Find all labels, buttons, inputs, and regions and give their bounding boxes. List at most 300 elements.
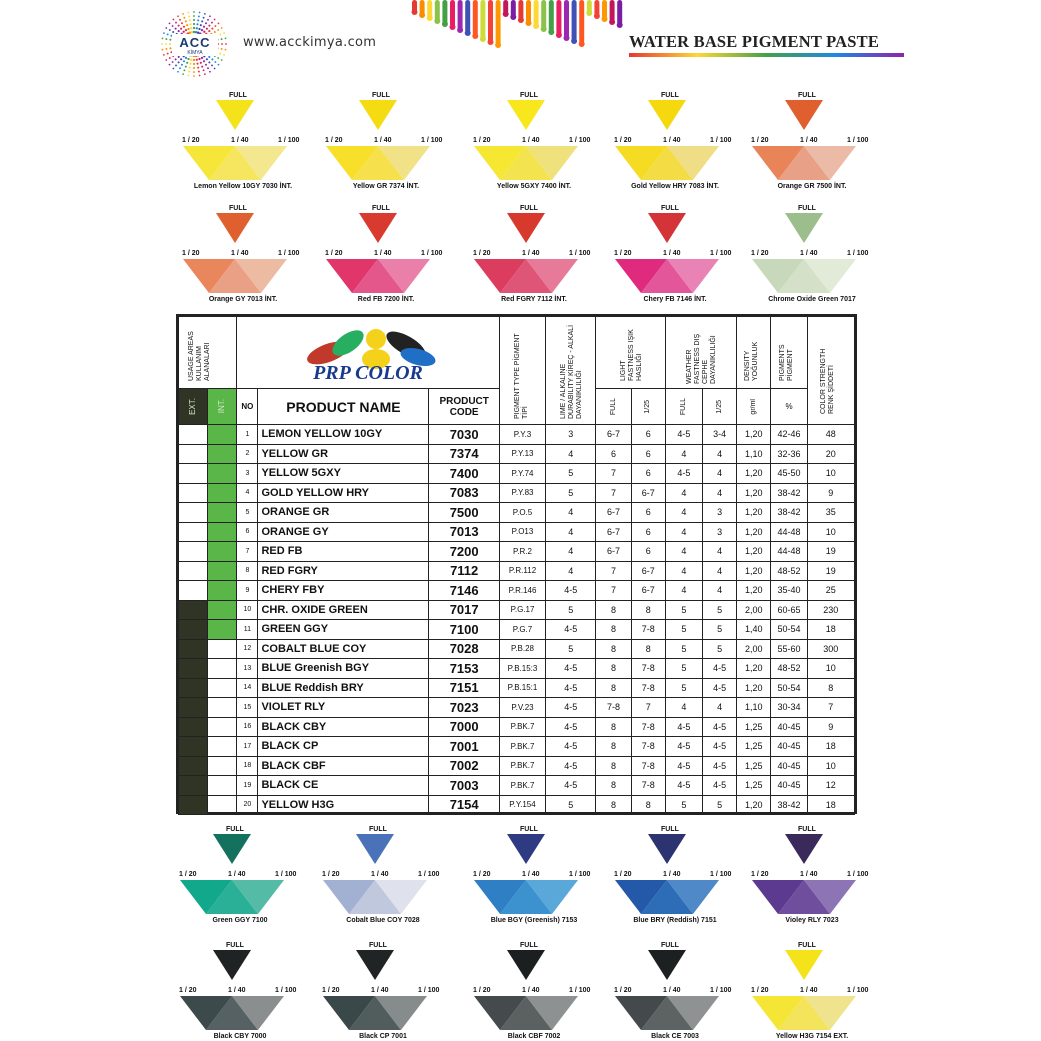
product-code-cell: 7200 [429, 542, 499, 562]
product-name-cell: ORANGE GY [258, 522, 429, 542]
swatch-group [318, 826, 448, 930]
product-name-cell: YELLOW 5GXY [258, 464, 429, 484]
light-full-header: FULL [596, 389, 631, 425]
ratio-100-label: 1 / 100 [710, 137, 732, 144]
density-cell: 2,00 [737, 639, 771, 659]
ratio-100-label: 1 / 100 [710, 250, 732, 257]
lime-cell: 4-5 [546, 678, 596, 698]
swatch-group [469, 92, 599, 196]
pigment-type-header: PIGMENT TYPE PİGMENT TİPİ [499, 317, 545, 425]
ratio-40-label: 1 / 40 [522, 137, 540, 144]
light-125-cell: 6 [631, 444, 665, 464]
int-cell [208, 425, 237, 445]
light-full-cell: 8 [596, 639, 631, 659]
lime-cell: 4 [546, 444, 596, 464]
product-name-cell: LEMON YELLOW 10GY [258, 425, 429, 445]
pigment-type-cell: P.BK.7 [499, 737, 545, 757]
light-full-cell: 8 [596, 776, 631, 796]
light-full-cell: 8 [596, 756, 631, 776]
ratio-40-label: 1 / 40 [231, 137, 249, 144]
weather-full-cell: 4-5 [665, 737, 702, 757]
pigment-type-cell: P.B.28 [499, 639, 545, 659]
ratio-100-label: 1 / 100 [847, 987, 869, 994]
ratio-100-label: 1 / 100 [421, 137, 443, 144]
lime-durability-header: LIME / ALKALINE DURABILITY KİREÇ - ALKALİ DAYANIKLILIĞI [546, 317, 596, 425]
weather-full-cell: 4 [665, 483, 702, 503]
weather-125-cell: 4 [703, 542, 737, 562]
full-label: FULL [798, 205, 816, 212]
weather-full-cell: 4-5 [665, 425, 702, 445]
light-125-cell: 7 [631, 698, 665, 718]
no-cell: 1 [237, 425, 258, 445]
ratio-40-label: 1 / 40 [663, 137, 681, 144]
weather-full-cell: 4 [665, 542, 702, 562]
ext-cell [179, 425, 208, 445]
color-swatch-icon [610, 826, 740, 930]
weather-125-cell: 5 [703, 620, 737, 640]
int-cell [208, 600, 237, 620]
weather-full-cell: 4-5 [665, 756, 702, 776]
pigment-pct-cell: 40-45 [771, 717, 807, 737]
ratio-40-label: 1 / 40 [522, 987, 540, 994]
int-cell [208, 542, 237, 562]
product-code-cell: 7028 [429, 639, 499, 659]
color-strength-cell: 18 [807, 620, 854, 640]
product-code-cell: 7003 [429, 776, 499, 796]
weather-full-cell: 5 [665, 620, 702, 640]
table-row [179, 717, 855, 737]
ratio-100-label: 1 / 100 [569, 250, 591, 257]
no-cell: 17 [237, 737, 258, 757]
pigment-pct-cell: 38-42 [771, 483, 807, 503]
ext-cell [179, 776, 208, 796]
weather-125-cell: 4-5 [703, 659, 737, 679]
color-strength-cell: 7 [807, 698, 854, 718]
ratio-40-label: 1 / 40 [371, 987, 389, 994]
table-row [179, 639, 855, 659]
int-cell [208, 717, 237, 737]
pigment-type-cell: P.B.15:3 [499, 659, 545, 679]
density-cell: 2,00 [737, 600, 771, 620]
pigment-type-cell: P.G.7 [499, 620, 545, 640]
light-full-cell: 8 [596, 795, 631, 815]
color-strength-cell: 10 [807, 464, 854, 484]
product-name-cell: YELLOW GR [258, 444, 429, 464]
ratio-20-label: 1 / 20 [751, 250, 769, 257]
light-full-cell: 6-7 [596, 425, 631, 445]
light-full-cell: 7 [596, 464, 631, 484]
swatch-name: Yellow GR 7374 İNT. [352, 183, 420, 190]
full-label: FULL [369, 942, 387, 949]
int-cell [208, 659, 237, 679]
ratio-100-label: 1 / 100 [847, 137, 869, 144]
ratio-40-label: 1 / 40 [522, 871, 540, 878]
product-code-cell: 7400 [429, 464, 499, 484]
weather-125-cell: 4 [703, 698, 737, 718]
density-cell: 1,20 [737, 542, 771, 562]
product-code-cell: 7146 [429, 581, 499, 601]
lime-cell: 3 [546, 425, 596, 445]
pigment-pct-cell: 48-52 [771, 659, 807, 679]
density-cell: 1,20 [737, 483, 771, 503]
full-label: FULL [661, 826, 679, 833]
weather-125-cell: 4-5 [703, 717, 737, 737]
ratio-20-label: 1 / 20 [473, 987, 491, 994]
color-swatch-icon [747, 92, 877, 196]
light-125-cell: 8 [631, 795, 665, 815]
product-name-cell: BLACK CP [258, 737, 429, 757]
ext-cell [179, 444, 208, 464]
color-swatch-icon [610, 205, 740, 309]
light-125-cell: 6 [631, 425, 665, 445]
weather-125-cell: 4 [703, 561, 737, 581]
pigment-pct-cell: 44-48 [771, 522, 807, 542]
light-full-cell: 8 [596, 659, 631, 679]
product-name-cell: COBALT BLUE COY [258, 639, 429, 659]
swatch-name: Red FB 7200 İNT. [357, 296, 415, 303]
ratio-20-label: 1 / 20 [751, 987, 769, 994]
density-cell: 1,10 [737, 444, 771, 464]
weather-125-cell: 4 [703, 464, 737, 484]
ratio-20-label: 1 / 20 [473, 871, 491, 878]
pigment-type-cell: P.B.15:1 [499, 678, 545, 698]
product-name-cell: CHERY FBY [258, 581, 429, 601]
color-strength-cell: 10 [807, 756, 854, 776]
density-cell: 1,20 [737, 464, 771, 484]
light-full-cell: 7 [596, 483, 631, 503]
light-full-cell: 6 [596, 444, 631, 464]
document-title: WATER BASE PIGMENT PASTE [629, 32, 880, 51]
ratio-100-label: 1 / 100 [275, 987, 297, 994]
int-cell [208, 581, 237, 601]
ratio-100-label: 1 / 100 [569, 871, 591, 878]
pigment-type-cell: P.R.2 [499, 542, 545, 562]
color-strength-cell: 18 [807, 737, 854, 757]
ext-cell [179, 717, 208, 737]
color-strength-cell: 48 [807, 425, 854, 445]
light-fastness-header: LIGHT FASTNESS IŞIK HASLIĞI [596, 317, 665, 389]
website-url[interactable]: www.acckimya.com [243, 35, 377, 50]
full-label: FULL [372, 92, 390, 99]
product-name-cell: BLUE Greenish BGY [258, 659, 429, 679]
svg-text:ACC: ACC [179, 35, 211, 50]
pigment-type-cell: P.Y.74 [499, 464, 545, 484]
swatch-group [178, 205, 308, 309]
no-cell: 3 [237, 464, 258, 484]
weather-full-cell: 4-5 [665, 776, 702, 796]
light-125-cell: 8 [631, 600, 665, 620]
density-cell: 1,25 [737, 717, 771, 737]
pigment-type-cell: P.V.23 [499, 698, 545, 718]
int-cell [208, 620, 237, 640]
ratio-40-label: 1 / 40 [228, 987, 246, 994]
sunburst-logo-icon [158, 10, 230, 78]
int-cell [208, 561, 237, 581]
no-cell: 12 [237, 639, 258, 659]
ext-cell [179, 795, 208, 815]
light-125-cell: 7-8 [631, 659, 665, 679]
color-swatch-icon [469, 826, 599, 930]
density-cell: 1,10 [737, 698, 771, 718]
swatch-group [747, 205, 877, 309]
swatch-group [747, 942, 877, 1041]
ratio-100-label: 1 / 100 [569, 137, 591, 144]
swatch-group [175, 942, 305, 1041]
density-cell: 1,20 [737, 659, 771, 679]
color-strength-cell: 230 [807, 600, 854, 620]
color-strength-cell: 19 [807, 542, 854, 562]
density-cell: 1,20 [737, 581, 771, 601]
lime-cell: 4-5 [546, 737, 596, 757]
pigment-type-cell: P.R.112 [499, 561, 545, 581]
light-full-cell: 8 [596, 600, 631, 620]
lime-cell: 4 [546, 542, 596, 562]
pigment-pct-cell: 42-46 [771, 425, 807, 445]
color-strength-cell: 8 [807, 678, 854, 698]
full-label: FULL [661, 205, 679, 212]
ext-cell [179, 600, 208, 620]
weather-full-cell: 4-5 [665, 717, 702, 737]
full-label: FULL [798, 826, 816, 833]
weather-125-cell: 5 [703, 639, 737, 659]
light-125-cell: 7-8 [631, 678, 665, 698]
ratio-100-label: 1 / 100 [421, 250, 443, 257]
swatch-name: Chery FB 7146 İNT. [643, 296, 707, 303]
light-125-cell: 6-7 [631, 581, 665, 601]
ext-cell [179, 737, 208, 757]
swatch-group [175, 826, 305, 930]
acc-kimya-logo [158, 10, 230, 78]
no-cell: 16 [237, 717, 258, 737]
ratio-20-label: 1 / 20 [614, 250, 632, 257]
swatch-group [469, 826, 599, 930]
density-cell: 1,20 [737, 678, 771, 698]
lime-cell: 5 [546, 464, 596, 484]
no-cell: 20 [237, 795, 258, 815]
ratio-40-label: 1 / 40 [800, 250, 818, 257]
ratio-100-label: 1 / 100 [710, 871, 732, 878]
ext-cell [179, 503, 208, 523]
table-row [179, 464, 855, 484]
ratio-40-label: 1 / 40 [371, 871, 389, 878]
pigment-type-cell: P.R.146 [499, 581, 545, 601]
pigment-pct-cell: 48-52 [771, 561, 807, 581]
weather-125-cell: 4-5 [703, 737, 737, 757]
int-cell [208, 776, 237, 796]
table-row [179, 620, 855, 640]
no-cell: 11 [237, 620, 258, 640]
light-125-cell: 7-8 [631, 717, 665, 737]
light-full-cell: 6-7 [596, 503, 631, 523]
pigment-type-cell: P.Y.154 [499, 795, 545, 815]
light-full-cell: 7-8 [596, 698, 631, 718]
lime-cell: 5 [546, 483, 596, 503]
density-cell: 1,25 [737, 737, 771, 757]
weather-full-header: FULL [665, 389, 702, 425]
swatch-group [318, 942, 448, 1041]
table-row [179, 581, 855, 601]
swatch-group [469, 942, 599, 1041]
ratio-100-label: 1 / 100 [847, 250, 869, 257]
table-row [179, 522, 855, 542]
light-full-cell: 8 [596, 620, 631, 640]
ratio-20-label: 1 / 20 [322, 871, 340, 878]
ratio-100-label: 1 / 100 [275, 871, 297, 878]
lime-cell: 5 [546, 600, 596, 620]
ext-cell [179, 483, 208, 503]
full-label: FULL [369, 826, 387, 833]
pigment-type-cell: P.BK.7 [499, 756, 545, 776]
table-row [179, 600, 855, 620]
pigment-type-cell: P.BK.7 [499, 776, 545, 796]
pigment-pct-cell: 32-36 [771, 444, 807, 464]
svg-text:PRP COLOR: PRP COLOR [313, 361, 424, 384]
full-label: FULL [798, 92, 816, 99]
pigments-header: PIGMENTS PİGMENT [771, 317, 807, 389]
ratio-100-label: 1 / 100 [278, 250, 300, 257]
swatch-name: Black CBF 7002 [507, 1033, 561, 1040]
no-cell: 4 [237, 483, 258, 503]
light-full-cell: 7 [596, 581, 631, 601]
swatch-group [178, 92, 308, 196]
weather-full-cell: 5 [665, 659, 702, 679]
weather-full-cell: 5 [665, 678, 702, 698]
light-full-cell: 8 [596, 717, 631, 737]
pigment-type-cell: P.Y.13 [499, 444, 545, 464]
light-125-cell: 7-8 [631, 756, 665, 776]
color-strength-cell: 12 [807, 776, 854, 796]
pigment-pct-cell: 35-40 [771, 581, 807, 601]
full-label: FULL [226, 826, 244, 833]
weather-125-cell: 5 [703, 600, 737, 620]
color-swatch-icon [178, 92, 308, 196]
pigment-type-cell: P.Y.3 [499, 425, 545, 445]
density-cell: 1,25 [737, 776, 771, 796]
full-label: FULL [520, 205, 538, 212]
full-label: FULL [229, 92, 247, 99]
int-cell [208, 678, 237, 698]
ratio-20-label: 1 / 20 [751, 137, 769, 144]
light-125-cell: 6 [631, 542, 665, 562]
pigment-pct-cell: 38-42 [771, 503, 807, 523]
density-cell: 1,25 [737, 756, 771, 776]
pigment-pct-cell: 38-42 [771, 795, 807, 815]
no-cell: 6 [237, 522, 258, 542]
pigment-table [176, 314, 857, 814]
table-row [179, 795, 855, 815]
table-row [179, 444, 855, 464]
no-cell: 2 [237, 444, 258, 464]
ratio-40-label: 1 / 40 [374, 250, 392, 257]
color-swatch-icon [321, 205, 451, 309]
brand-logo-cell [237, 317, 500, 389]
ratio-20-label: 1 / 20 [614, 871, 632, 878]
color-swatch-icon [747, 826, 877, 930]
product-code-header: PRODUCT CODE [429, 389, 499, 425]
lime-cell: 4-5 [546, 698, 596, 718]
product-code-cell: 7083 [429, 483, 499, 503]
color-strength-cell: 9 [807, 717, 854, 737]
color-strength-header: COLOR STRENGTH RENK ŞİDDETİ [807, 317, 854, 425]
no-cell: 9 [237, 581, 258, 601]
ratio-40-label: 1 / 40 [228, 871, 246, 878]
product-name-cell: YELLOW H3G [258, 795, 429, 815]
ratio-20-label: 1 / 20 [473, 137, 491, 144]
lime-cell: 4-5 [546, 581, 596, 601]
pigment-pct-cell: 55-60 [771, 639, 807, 659]
swatch-group [469, 205, 599, 309]
swatch-name: Black CBY 7000 [213, 1033, 267, 1040]
percent-unit-header: % [771, 389, 807, 425]
ratio-20-label: 1 / 20 [614, 987, 632, 994]
swatch-name: Black CE 7003 [651, 1033, 699, 1040]
ratio-20-label: 1 / 20 [473, 250, 491, 257]
light-125-cell: 7-8 [631, 620, 665, 640]
product-name-cell: BLACK CE [258, 776, 429, 796]
density-cell: 1,20 [737, 522, 771, 542]
ratio-40-label: 1 / 40 [663, 250, 681, 257]
pigment-pct-cell: 40-45 [771, 776, 807, 796]
full-label: FULL [520, 92, 538, 99]
ratio-40-label: 1 / 40 [522, 250, 540, 257]
ratio-100-label: 1 / 100 [847, 871, 869, 878]
density-cell: 1,20 [737, 503, 771, 523]
color-strength-cell: 9 [807, 483, 854, 503]
weather-full-cell: 4 [665, 444, 702, 464]
int-cell [208, 639, 237, 659]
swatch-name: Gold Yellow HRY 7083 İNT. [631, 183, 719, 190]
ext-cell [179, 464, 208, 484]
color-strength-cell: 35 [807, 503, 854, 523]
no-cell: 5 [237, 503, 258, 523]
color-swatch-icon [747, 205, 877, 309]
full-label: FULL [520, 942, 538, 949]
swatch-group [610, 942, 740, 1041]
product-name-cell: VIOLET RLY [258, 698, 429, 718]
ext-cell [179, 522, 208, 542]
light-full-cell: 8 [596, 678, 631, 698]
swatch-name: Blue BGY (Greenish) 7153 [490, 917, 578, 924]
table-row [179, 561, 855, 581]
density-cell: 1,20 [737, 425, 771, 445]
swatch-group [747, 92, 877, 196]
svg-text:KİMYA: KİMYA [187, 50, 203, 56]
no-cell: 8 [237, 561, 258, 581]
weather-fastness-header: WEATHER FASTNESS DIŞ CEPHE DAYANIKLILIĞI [665, 317, 736, 389]
product-name-cell: ORANGE GR [258, 503, 429, 523]
product-name-cell: CHR. OXIDE GREEN [258, 600, 429, 620]
pigment-type-cell: P.G.17 [499, 600, 545, 620]
ext-cell [179, 756, 208, 776]
swatch-group [610, 205, 740, 309]
full-label: FULL [661, 92, 679, 99]
int-cell [208, 483, 237, 503]
swatch-name: Yellow H3G 7154 EXT. [775, 1033, 849, 1040]
color-strength-cell: 19 [807, 561, 854, 581]
ratio-20-label: 1 / 20 [325, 250, 343, 257]
lime-cell: 5 [546, 795, 596, 815]
pigment-pct-cell: 50-54 [771, 620, 807, 640]
no-cell: 10 [237, 600, 258, 620]
color-swatch-icon [469, 205, 599, 309]
ratio-40-label: 1 / 40 [231, 250, 249, 257]
weather-125-cell: 3-4 [703, 425, 737, 445]
no-cell: 19 [237, 776, 258, 796]
weather-full-cell: 4 [665, 698, 702, 718]
int-cell [208, 444, 237, 464]
product-code-cell: 7017 [429, 600, 499, 620]
weather-125-cell: 4-5 [703, 678, 737, 698]
